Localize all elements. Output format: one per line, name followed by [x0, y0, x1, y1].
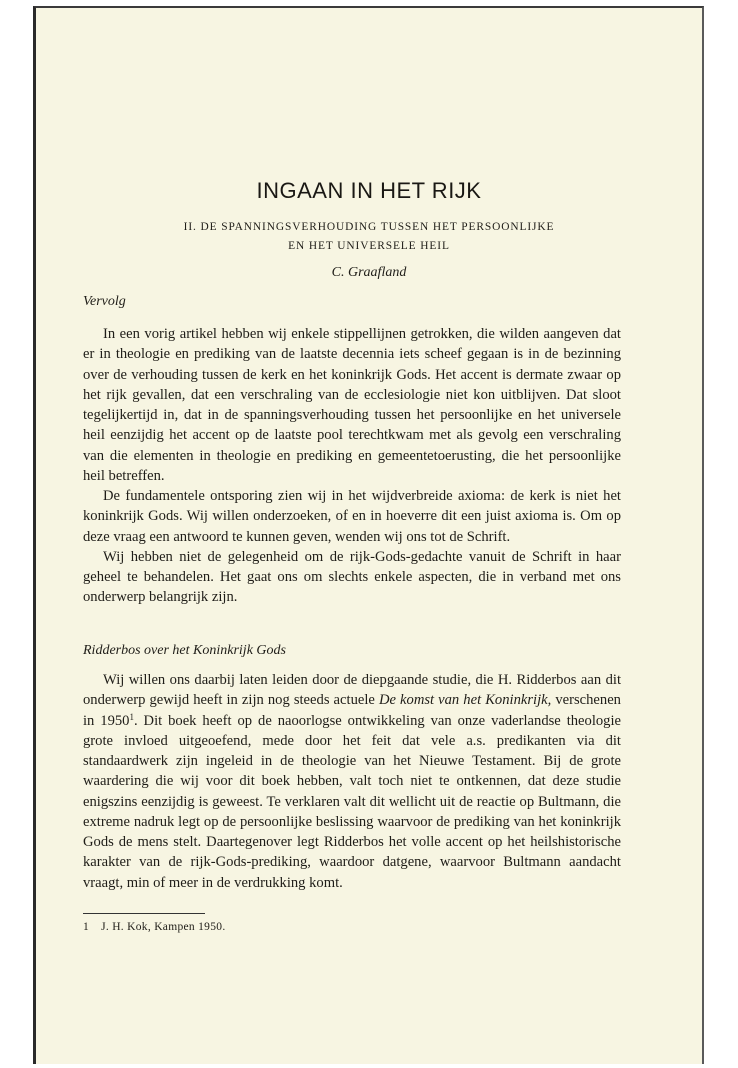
subtitle-line-1: II. DE SPANNINGSVERHOUDING TUSSEN HET PERSOONLIJKE [183, 221, 555, 233]
footnote [83, 921, 226, 933]
section-heading-vervolg: Vervolg [83, 294, 126, 309]
paragraph-text: Wij willen ons daarbij laten leiden door de diepgaande studie, die H. Ridderbos aan dit onderwerp gewijd heeft in zijn nog steeds actuele [83, 672, 621, 709]
article-author: C. Graafland [331, 265, 407, 280]
article-subtitle [0, 218, 738, 256]
footnote-number: 1 [83, 921, 90, 933]
paragraph-text: verschenen in 1950 [83, 692, 621, 729]
subtitle-line-2: EN HET UNIVERSELE HEIL [288, 240, 450, 252]
footnote-divider [83, 913, 205, 914]
section-heading-ridderbos: Ridderbos over het Koninkrijk Gods [83, 643, 286, 658]
paragraph: Wij hebben niet de gelegenheid om de rijk-Gods-gedachte vanuit de Schrift in haar geheel te behandelen. Het gaat ons om slechts enkele aspecten, die in verband met ons onderwerp belangrijk zijn. [83, 548, 621, 606]
paragraph-text: . Dit boek heeft op de naoorlogse ontwikkeling van onze vaderlandse theologie grote invloed uitgeoefend, mede door het feit dat vele a.s. predikanten via dit standaardwerk zijn ingeleid in de theologie van het Nieuwe Testament. Bij de grote waardering die wij voor dit boek hebben, valt toch niet te ontkennen, dat deze studie enigszins eenzijdig is geweest. Te verklaren valt dit wellicht uit de reactie op Bultmann, die extreme nadruk legt op de persoonlijke beslissing waarvoor de prediking van het koninkrijk Gods de mens stelt. Daartegenover legt Ridderbos het volle accent op het heilshistorische karakter van de rijk-Gods-prediking, waardoor datgene, waarvoor Bultmann aandacht vraagt, min of meer in de verdrukking komt. [83, 712, 622, 891]
article-title: INGAAN IN HET RIJK [256, 178, 482, 203]
footnote-text: J. H. Kok, Kampen 1950. [101, 921, 226, 933]
section-ridderbos-body [83, 670, 621, 893]
section-vervolg-body [83, 324, 621, 608]
paragraph: In een vorig artikel hebben wij enkele stippellijnen getrokken, die wilden aangeven dat er in theologie en prediking van de laatste decennia iets scheef gegaan is in de bezinning over de verhouding tussen de kerk en het koninkrijk Gods. Het accent is dermate zwaar op het rijk gevallen, dat een verschraling van de ecclesiologie niet kon uitblijven. Dat sloot tegelijkertijd in, dat in de spanningsverhouding tussen het persoonlijke en het universele heil eenzijdig het accent op de laatste pool terechtkwam met als gevolg een verschraling van die elementen in theologie en prediking en gemeentetoerusting, die het persoonlijke heil betreffen. [83, 326, 621, 484]
book-title: De komst van het Koninkrijk, [378, 692, 552, 709]
footnote-ref: 1 [129, 711, 134, 722]
paragraph [83, 670, 621, 893]
paragraph: De fundamentele ontsporing zien wij in het wijdverbreide axioma: de kerk is niet het koninkrijk Gods. Wij willen onderzoeken, of en in hoeverre dit een juist axioma is. Om op deze vraag een antwoord te kunnen geven, wenden wij ons tot de Schrift. [83, 488, 621, 545]
